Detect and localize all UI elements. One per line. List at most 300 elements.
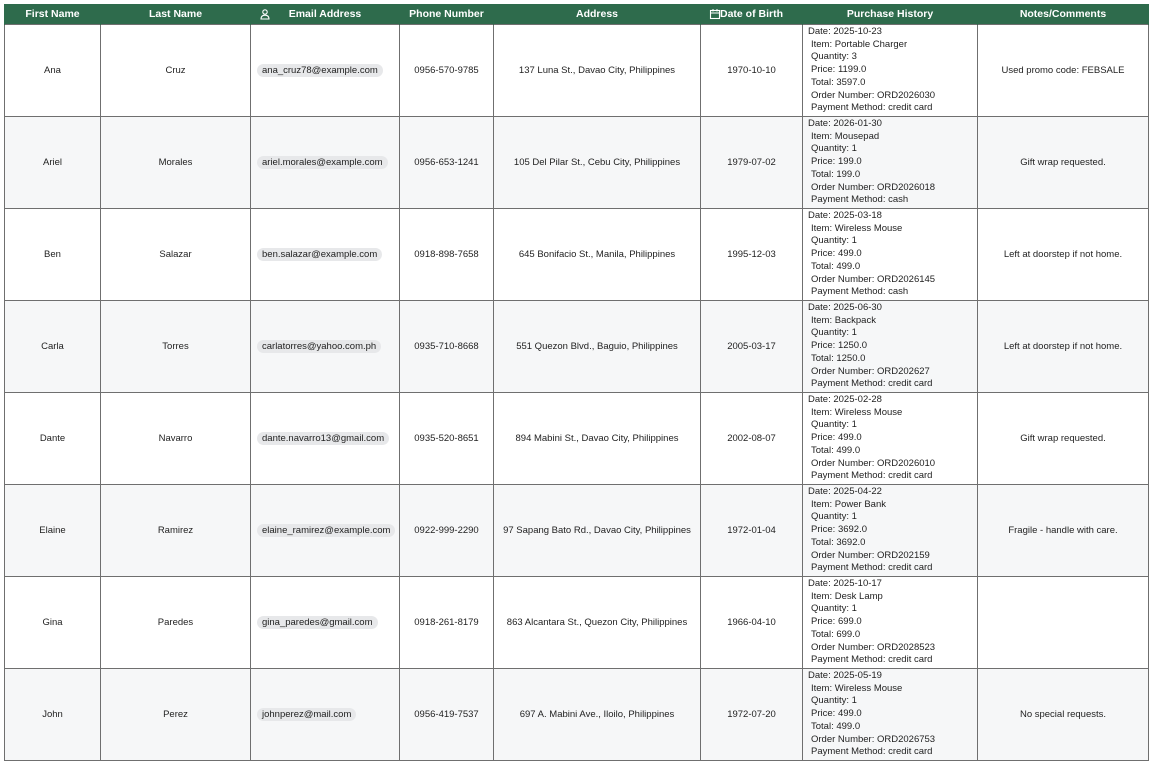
column-header-label: Address: [575, 8, 618, 20]
table-row: [5, 577, 1149, 669]
purchase-line-date: [808, 486, 977, 499]
purchase-history-block: [808, 670, 977, 759]
purchase-value: 1: [851, 603, 857, 615]
cell-last[interactable]: [101, 301, 251, 393]
cell-email[interactable]: [251, 117, 400, 209]
table-row: [5, 393, 1149, 485]
purchase-value: 199.0: [836, 168, 861, 180]
purchase-value: 699.0: [837, 616, 862, 628]
cell-dob[interactable]: [701, 485, 803, 577]
cell-email[interactable]: [251, 669, 400, 761]
purchase-value: Wireless Mouse: [834, 222, 903, 234]
purchase-value: 3692.0: [836, 536, 866, 548]
cell-purchase-history[interactable]: [803, 117, 978, 209]
purchase-value: 499.0: [836, 260, 861, 272]
purchase-value: ORD2026030: [877, 89, 936, 101]
purchase-label: Item:: [811, 222, 833, 234]
purchase-label: Payment Method:: [811, 470, 886, 482]
purchase-label: Payment Method:: [811, 102, 886, 114]
purchase-value: 499.0: [837, 432, 862, 444]
purchase-line-total: [808, 169, 977, 182]
email-chip[interactable]: ariel.morales@example.com: [257, 156, 388, 169]
purchase-history-block: [808, 578, 977, 667]
purchase-history-block: [808, 394, 977, 483]
cell-text: 0956-653-1241: [414, 157, 479, 168]
purchase-label: Date:: [808, 578, 831, 589]
email-chip[interactable]: johnperez@mail.com: [257, 708, 356, 721]
purchase-line-quantity: [808, 143, 977, 156]
purchase-line-payment: [808, 470, 977, 483]
cell-text: Ariel: [42, 157, 62, 168]
column-header-label: Purchase History: [846, 8, 934, 20]
purchase-line-order: [808, 734, 977, 747]
purchase-line-total: [808, 537, 977, 550]
calendar-icon: [709, 8, 721, 20]
purchase-history-block: [808, 302, 977, 391]
purchase-label: Date:: [808, 302, 831, 313]
purchase-label: Payment Method:: [811, 286, 886, 298]
cell-text: Ana: [44, 65, 61, 76]
cell-phone[interactable]: [400, 301, 494, 393]
cell-last[interactable]: [101, 485, 251, 577]
cell-dob[interactable]: [701, 577, 803, 669]
purchase-label: Date:: [808, 210, 831, 221]
purchase-line-payment: [808, 194, 977, 207]
cell-notes[interactable]: [978, 485, 1149, 577]
purchase-value: 699.0: [836, 628, 861, 640]
cell-last[interactable]: [101, 117, 251, 209]
cell-dob[interactable]: [701, 25, 803, 117]
purchase-line-item: [808, 315, 977, 328]
purchase-line-item: [808, 39, 977, 52]
cell-email[interactable]: [251, 577, 400, 669]
purchase-value: 499.0: [837, 708, 862, 720]
purchase-label: Quantity:: [811, 419, 850, 431]
cell-text: Paredes: [157, 617, 194, 628]
purchase-label: Price:: [811, 340, 836, 352]
purchase-line-order: [808, 366, 977, 379]
column-header-dob[interactable]: [701, 4, 803, 25]
purchase-label: Payment Method:: [811, 746, 886, 758]
purchase-value: ORD202159: [877, 549, 930, 561]
purchase-label: Date:: [808, 26, 831, 37]
cell-text: 137 Luna St., Davao City, Philippines: [518, 65, 676, 76]
purchase-label: Total:: [811, 536, 834, 548]
cell-first[interactable]: [5, 25, 101, 117]
purchase-value: ORD2026145: [877, 273, 936, 285]
cell-text: 1972-01-04: [727, 525, 776, 536]
column-header-address[interactable]: [494, 4, 701, 25]
purchase-value: 499.0: [837, 248, 862, 260]
column-header-label: Last Name: [148, 8, 203, 20]
email-chip[interactable]: carlatorres@yahoo.com.ph: [257, 340, 381, 353]
purchase-line-item: [808, 683, 977, 696]
purchase-label: Total:: [811, 444, 834, 456]
cell-last[interactable]: [101, 577, 251, 669]
cell-text: 0956-570-9785: [414, 65, 479, 76]
cell-text: 551 Quezon Blvd., Baguio, Philippines: [516, 341, 678, 352]
purchase-line-quantity: [808, 235, 977, 248]
cell-address[interactable]: [494, 117, 701, 209]
purchase-label: Total:: [811, 628, 834, 640]
cell-text: 1966-04-10: [727, 617, 776, 628]
cell-address[interactable]: [494, 669, 701, 761]
purchase-value: Portable Charger: [834, 38, 908, 50]
purchase-label: Item:: [811, 406, 833, 418]
cell-last[interactable]: [101, 209, 251, 301]
cell-text: Salazar: [159, 249, 192, 260]
cell-last[interactable]: [101, 393, 251, 485]
cell-email[interactable]: [251, 25, 400, 117]
purchase-line-price: [808, 432, 977, 445]
purchase-value: ORD2026753: [877, 733, 936, 745]
purchase-value: 199.0: [837, 156, 862, 168]
purchase-line-date: [808, 302, 977, 315]
purchase-value: credit card: [888, 102, 933, 114]
column-header-last[interactable]: [101, 4, 251, 25]
purchase-line-order: [808, 182, 977, 195]
purchase-history-block: [808, 486, 977, 575]
cell-email[interactable]: [251, 393, 400, 485]
purchase-label: Order Number:: [811, 549, 875, 561]
email-chip[interactable]: ana_cruz78@example.com: [257, 64, 383, 77]
cell-purchase-history[interactable]: [803, 301, 978, 393]
purchase-label: Total:: [811, 720, 834, 732]
column-header-notes[interactable]: [978, 4, 1149, 25]
purchase-line-quantity: [808, 511, 977, 524]
purchase-line-price: [808, 616, 977, 629]
purchase-value: ORD2026010: [877, 457, 936, 469]
purchase-label: Order Number:: [811, 365, 875, 377]
cell-first[interactable]: [5, 485, 101, 577]
cell-text: John: [42, 709, 63, 720]
cell-text: Ben: [44, 249, 61, 260]
cell-text: Torres: [162, 341, 189, 352]
purchase-value: 3: [851, 51, 857, 63]
purchase-value: credit card: [888, 378, 933, 390]
purchase-value: Wireless Mouse: [834, 406, 903, 418]
cell-notes[interactable]: [978, 209, 1149, 301]
cell-phone[interactable]: [400, 485, 494, 577]
purchase-value: Mousepad: [834, 130, 880, 142]
purchase-line-payment: [808, 562, 977, 575]
cell-first[interactable]: [5, 301, 101, 393]
purchase-label: Item:: [811, 38, 833, 50]
cell-address[interactable]: [494, 577, 701, 669]
cell-phone[interactable]: [400, 669, 494, 761]
cell-text: Ramirez: [157, 525, 194, 536]
purchase-label: Quantity:: [811, 235, 850, 247]
cell-dob[interactable]: [701, 669, 803, 761]
purchase-label: Payment Method:: [811, 562, 886, 574]
purchase-line-total: [808, 77, 977, 90]
cell-text: 1970-10-10: [727, 65, 776, 76]
cell-first[interactable]: [5, 209, 101, 301]
cell-text: Left at doorstep if not home.: [1003, 249, 1123, 260]
cell-phone[interactable]: [400, 25, 494, 117]
purchase-value: 1: [851, 143, 857, 155]
purchase-line-date: [808, 394, 977, 407]
cell-text: 0918-898-7658: [414, 249, 479, 260]
column-header-label: Email Address: [288, 8, 362, 20]
purchase-label: Date:: [808, 486, 831, 497]
purchase-value: 2025-03-18: [833, 210, 882, 221]
purchase-value: 1: [851, 419, 857, 431]
purchase-value: ORD2028523: [877, 641, 936, 653]
purchase-value: 1: [851, 235, 857, 247]
purchase-line-price: [808, 64, 977, 77]
purchase-line-order: [808, 458, 977, 471]
purchase-label: Total:: [811, 352, 834, 364]
purchase-line-total: [808, 629, 977, 642]
cell-address[interactable]: [494, 301, 701, 393]
cell-text: Left at doorstep if not home.: [1003, 341, 1123, 352]
cell-phone[interactable]: [400, 117, 494, 209]
cell-text: Gift wrap requested.: [1020, 157, 1106, 168]
purchase-label: Payment Method:: [811, 654, 886, 666]
purchase-line-total: [808, 261, 977, 274]
cell-text: 1995-12-03: [727, 249, 776, 260]
purchase-line-total: [808, 721, 977, 734]
purchase-label: Item:: [811, 498, 833, 510]
purchase-value: credit card: [888, 654, 933, 666]
cell-email[interactable]: [251, 301, 400, 393]
table-row: [5, 209, 1149, 301]
purchase-label: Quantity:: [811, 511, 850, 523]
purchase-value: Backpack: [834, 314, 876, 326]
cell-purchase-history[interactable]: [803, 25, 978, 117]
cell-purchase-history[interactable]: [803, 209, 978, 301]
purchase-label: Order Number:: [811, 181, 875, 193]
cell-text: Perez: [163, 709, 188, 720]
purchase-line-payment: [808, 654, 977, 667]
purchase-label: Item:: [811, 590, 833, 602]
purchase-label: Order Number:: [811, 733, 875, 745]
cell-text: 1979-07-02: [727, 157, 776, 168]
cell-purchase-history[interactable]: [803, 669, 978, 761]
purchase-line-date: [808, 578, 977, 591]
cell-text: 1972-07-20: [727, 709, 776, 720]
purchase-line-price: [808, 156, 977, 169]
cell-text: 697 A. Mabini Ave., Iloilo, Philippines: [519, 709, 675, 720]
table-row: [5, 117, 1149, 209]
cell-address[interactable]: [494, 485, 701, 577]
purchase-line-quantity: [808, 603, 977, 616]
purchase-value: 2025-02-28: [833, 394, 882, 405]
purchase-value: 1: [851, 511, 857, 523]
purchase-value: ORD202627: [877, 365, 930, 377]
customer-table: [4, 4, 1149, 761]
purchase-line-quantity: [808, 419, 977, 432]
table-row: [5, 25, 1149, 117]
purchase-line-date: [808, 210, 977, 223]
purchase-label: Total:: [811, 260, 834, 272]
cell-first[interactable]: [5, 393, 101, 485]
cell-first[interactable]: [5, 577, 101, 669]
purchase-label: Payment Method:: [811, 378, 886, 390]
column-header-email[interactable]: [251, 4, 400, 25]
purchase-line-date: [808, 26, 977, 39]
purchase-value: 2025-05-19: [833, 670, 882, 681]
cell-notes[interactable]: [978, 669, 1149, 761]
cell-text: 2005-03-17: [727, 341, 776, 352]
cell-text: Fragile - handle with care.: [1008, 525, 1118, 536]
column-header-purchase[interactable]: [803, 4, 978, 25]
cell-notes[interactable]: [978, 25, 1149, 117]
cell-first[interactable]: [5, 117, 101, 209]
purchase-label: Item:: [811, 130, 833, 142]
cell-address[interactable]: [494, 25, 701, 117]
cell-notes[interactable]: [978, 301, 1149, 393]
cell-text: 0956-419-7537: [414, 709, 479, 720]
cell-phone[interactable]: [400, 577, 494, 669]
cell-phone[interactable]: [400, 393, 494, 485]
cell-text: 863 Alcantara St., Quezon City, Philippines: [506, 617, 688, 628]
cell-notes[interactable]: [978, 117, 1149, 209]
purchase-value: Desk Lamp: [834, 590, 883, 602]
purchase-value: 2025-10-23: [833, 26, 882, 37]
column-header-label: First Name: [25, 8, 80, 20]
purchase-label: Order Number:: [811, 273, 875, 285]
purchase-label: Item:: [811, 314, 833, 326]
cell-last[interactable]: [101, 25, 251, 117]
purchase-value: 1250.0: [836, 352, 866, 364]
purchase-history-block: [808, 26, 977, 115]
purchase-label: Price:: [811, 248, 836, 260]
purchase-line-date: [808, 118, 977, 131]
purchase-value: 1250.0: [837, 340, 867, 352]
cell-text: 0935-520-8651: [414, 433, 479, 444]
purchase-label: Price:: [811, 616, 836, 628]
cell-text: No special requests.: [1019, 709, 1107, 720]
cell-dob[interactable]: [701, 209, 803, 301]
cell-last[interactable]: [101, 669, 251, 761]
purchase-line-price: [808, 340, 977, 353]
purchase-value: 499.0: [836, 444, 861, 456]
purchase-line-item: [808, 223, 977, 236]
purchase-value: 1: [851, 695, 857, 707]
cell-dob[interactable]: [701, 393, 803, 485]
cell-text: Morales: [158, 157, 193, 168]
cell-email[interactable]: [251, 209, 400, 301]
table-row: [5, 669, 1149, 761]
purchase-history-block: [808, 118, 977, 207]
purchase-value: Power Bank: [834, 498, 886, 510]
purchase-label: Order Number:: [811, 641, 875, 653]
purchase-line-price: [808, 708, 977, 721]
cell-text: 894 Mabini St., Davao City, Philippines: [515, 433, 679, 444]
purchase-value: 2025-06-30: [833, 302, 882, 313]
cell-notes[interactable]: [978, 577, 1149, 669]
purchase-line-payment: [808, 746, 977, 759]
cell-first[interactable]: [5, 669, 101, 761]
purchase-label: Total:: [811, 76, 834, 88]
purchase-label: Date:: [808, 670, 831, 681]
purchase-label: Price:: [811, 524, 836, 536]
purchase-line-date: [808, 670, 977, 683]
column-header-label: Date of Birth: [720, 8, 783, 20]
purchase-value: 2026-01-30: [833, 118, 882, 129]
cell-text: Elaine: [39, 525, 66, 536]
purchase-value: 2025-10-17: [833, 578, 882, 589]
purchase-line-payment: [808, 286, 977, 299]
cell-text: Cruz: [165, 65, 186, 76]
header-row: [5, 4, 1149, 25]
cell-text: 0918-261-8179: [414, 617, 479, 628]
cell-text: Navarro: [158, 433, 193, 444]
cell-text: Gina: [42, 617, 63, 628]
cell-dob[interactable]: [701, 301, 803, 393]
column-header-first[interactable]: [5, 4, 101, 25]
purchase-label: Quantity:: [811, 143, 850, 155]
cell-text: 105 Del Pilar St., Cebu City, Philippines: [513, 157, 681, 168]
purchase-label: Quantity:: [811, 51, 850, 63]
cell-email[interactable]: [251, 485, 400, 577]
purchase-value: 3692.0: [837, 524, 867, 536]
purchase-label: Order Number:: [811, 457, 875, 469]
purchase-line-order: [808, 642, 977, 655]
cell-notes[interactable]: [978, 393, 1149, 485]
cell-phone[interactable]: [400, 209, 494, 301]
purchase-label: Price:: [811, 432, 836, 444]
purchase-line-order: [808, 274, 977, 287]
cell-dob[interactable]: [701, 117, 803, 209]
email-chip[interactable]: ben.salazar@example.com: [257, 248, 382, 261]
cell-text: 0935-710-8668: [414, 341, 479, 352]
purchase-label: Price:: [811, 708, 836, 720]
purchase-line-price: [808, 524, 977, 537]
email-chip[interactable]: elaine_ramirez@example.com: [257, 524, 395, 537]
purchase-value: credit card: [888, 746, 933, 758]
cell-text: 645 Bonifacio St., Manila, Philippines: [518, 249, 676, 260]
table-row: [5, 301, 1149, 393]
purchase-line-quantity: [808, 51, 977, 64]
cell-text: Dante: [39, 433, 66, 444]
cell-text: 2002-08-07: [727, 433, 776, 444]
purchase-value: 2025-04-22: [833, 486, 882, 497]
table-body: [5, 25, 1149, 761]
email-chip[interactable]: dante.navarro13@gmail.com: [257, 432, 389, 445]
cell-text: 97 Sapang Bato Rd., Davao City, Philippines: [503, 525, 691, 536]
purchase-value: cash: [888, 194, 909, 206]
column-header-phone[interactable]: [400, 4, 494, 25]
purchase-value: cash: [888, 286, 909, 298]
person-icon: [259, 8, 271, 20]
purchase-line-item: [808, 407, 977, 420]
cell-address[interactable]: [494, 393, 701, 485]
purchase-line-order: [808, 90, 977, 103]
cell-purchase-history[interactable]: [803, 485, 978, 577]
purchase-line-order: [808, 550, 977, 563]
purchase-line-payment: [808, 378, 977, 391]
purchase-label: Item:: [811, 682, 833, 694]
purchase-label: Quantity:: [811, 603, 850, 615]
email-chip[interactable]: gina_paredes@gmail.com: [257, 616, 378, 629]
purchase-value: 1: [851, 327, 857, 339]
purchase-line-item: [808, 131, 977, 144]
purchase-history-block: [808, 210, 977, 299]
column-header-label: Phone Number: [409, 8, 484, 20]
purchase-label: Price:: [811, 64, 836, 76]
purchase-label: Total:: [811, 168, 834, 180]
purchase-line-quantity: [808, 327, 977, 340]
purchase-line-total: [808, 445, 977, 458]
cell-purchase-history[interactable]: [803, 393, 978, 485]
cell-purchase-history[interactable]: [803, 577, 978, 669]
cell-address[interactable]: [494, 209, 701, 301]
purchase-line-item: [808, 591, 977, 604]
purchase-label: Date:: [808, 394, 831, 405]
